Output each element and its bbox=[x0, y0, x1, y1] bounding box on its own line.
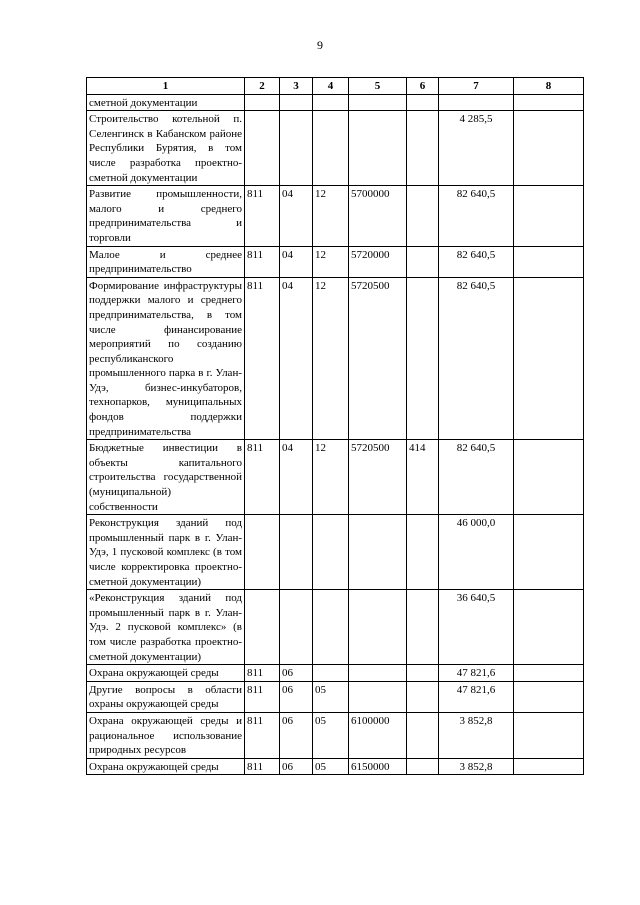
table-row bbox=[87, 277, 584, 440]
expense-type-cell: 414 bbox=[407, 440, 439, 515]
expense-type-cell bbox=[407, 186, 439, 246]
table-row bbox=[87, 246, 584, 277]
column-header: 3 bbox=[280, 78, 313, 95]
target-article-cell bbox=[349, 111, 407, 186]
table-row bbox=[87, 712, 584, 758]
amount-cell: 36 640,5 bbox=[439, 590, 514, 665]
column-8-cell bbox=[514, 681, 584, 712]
section-code-cell: 04 bbox=[280, 186, 313, 246]
section-code-cell bbox=[280, 515, 313, 590]
column-header: 6 bbox=[407, 78, 439, 95]
ministry-code-cell bbox=[245, 111, 280, 186]
column-header: 7 bbox=[439, 78, 514, 95]
section-code-cell bbox=[280, 111, 313, 186]
subsection-code-cell: 05 bbox=[313, 712, 349, 758]
item-name-cell: Реконструкция зданий под промышленный парк в г. Улан-Удэ, 1 пусковой комплекс (в том числе корректировка проектно-сметной документации) bbox=[87, 515, 245, 590]
section-code-cell: 06 bbox=[280, 712, 313, 758]
ministry-code-cell: 811 bbox=[245, 440, 280, 515]
item-name-cell: Охрана окружающей среды bbox=[87, 758, 245, 775]
target-article-cell: 5700000 bbox=[349, 186, 407, 246]
ministry-code-cell: 811 bbox=[245, 758, 280, 775]
amount-cell: 82 640,5 bbox=[439, 440, 514, 515]
expense-type-cell bbox=[407, 246, 439, 277]
subsection-code-cell bbox=[313, 515, 349, 590]
expense-type-cell bbox=[407, 681, 439, 712]
table-row bbox=[87, 94, 584, 111]
section-code-cell: 04 bbox=[280, 440, 313, 515]
item-name-cell: Охрана окружающей среды и рациональное использование природных ресурсов bbox=[87, 712, 245, 758]
item-name-cell: Охрана окружающей среды bbox=[87, 665, 245, 682]
subsection-code-cell bbox=[313, 111, 349, 186]
column-8-cell bbox=[514, 111, 584, 186]
section-code-cell: 06 bbox=[280, 665, 313, 682]
target-article-cell bbox=[349, 590, 407, 665]
item-name-cell: сметной документации bbox=[87, 94, 245, 111]
table-row bbox=[87, 590, 584, 665]
column-header: 4 bbox=[313, 78, 349, 95]
amount-cell: 4 285,5 bbox=[439, 111, 514, 186]
ministry-code-cell: 811 bbox=[245, 186, 280, 246]
subsection-code-cell bbox=[313, 590, 349, 665]
subsection-code-cell: 12 bbox=[313, 440, 349, 515]
item-name-cell: Малое и среднее предпринимательство bbox=[87, 246, 245, 277]
item-name-cell: Развитие промышленности, малого и среднего предпринимательства и торговли bbox=[87, 186, 245, 246]
amount-cell: 82 640,5 bbox=[439, 277, 514, 440]
table-header-row bbox=[87, 78, 584, 95]
ministry-code-cell: 811 bbox=[245, 246, 280, 277]
budget-table bbox=[86, 77, 584, 775]
table-row bbox=[87, 515, 584, 590]
table-row bbox=[87, 665, 584, 682]
column-header: 5 bbox=[349, 78, 407, 95]
subsection-code-cell bbox=[313, 94, 349, 111]
amount-cell: 3 852,8 bbox=[439, 758, 514, 775]
expense-type-cell bbox=[407, 665, 439, 682]
item-name-cell: Формирование инфраструктуры поддержки малого и среднего предпринимательства, в том числе финансирование мероприятий по созданию республиканского промышленного парка в г. Улан-Удэ, бизнес-инкубаторов, технопарков, муниципальных фондов поддержки предпринимательства bbox=[87, 277, 245, 440]
expense-type-cell bbox=[407, 111, 439, 186]
column-8-cell bbox=[514, 186, 584, 246]
subsection-code-cell: 12 bbox=[313, 277, 349, 440]
amount-cell: 3 852,8 bbox=[439, 712, 514, 758]
ministry-code-cell bbox=[245, 94, 280, 111]
expense-type-cell bbox=[407, 94, 439, 111]
item-name-cell: «Реконструкция зданий под промышленный парк в г. Улан-Удэ. 2 пусковой комплекс» (в том числе разработка проектно-сметной документации) bbox=[87, 590, 245, 665]
table-row bbox=[87, 758, 584, 775]
amount-cell bbox=[439, 94, 514, 111]
column-8-cell bbox=[514, 712, 584, 758]
table-body bbox=[87, 94, 584, 775]
column-header: 2 bbox=[245, 78, 280, 95]
expense-type-cell bbox=[407, 758, 439, 775]
column-8-cell bbox=[514, 94, 584, 111]
subsection-code-cell: 05 bbox=[313, 758, 349, 775]
ministry-code-cell: 811 bbox=[245, 277, 280, 440]
subsection-code-cell: 12 bbox=[313, 246, 349, 277]
column-header: 1 bbox=[87, 78, 245, 95]
item-name-cell: Бюджетные инвестиции в объекты капитального строительства государственной (муниципальной) собственности bbox=[87, 440, 245, 515]
column-8-cell bbox=[514, 246, 584, 277]
amount-cell: 47 821,6 bbox=[439, 681, 514, 712]
expense-type-cell bbox=[407, 590, 439, 665]
target-article-cell bbox=[349, 515, 407, 590]
column-header: 8 bbox=[514, 78, 584, 95]
column-8-cell bbox=[514, 277, 584, 440]
section-code-cell: 04 bbox=[280, 246, 313, 277]
target-article-cell: 6150000 bbox=[349, 758, 407, 775]
table-row bbox=[87, 681, 584, 712]
target-article-cell bbox=[349, 94, 407, 111]
section-code-cell bbox=[280, 590, 313, 665]
column-8-cell bbox=[514, 758, 584, 775]
page-number: 9 bbox=[317, 38, 323, 52]
section-code-cell: 06 bbox=[280, 758, 313, 775]
target-article-cell: 5720500 bbox=[349, 440, 407, 515]
ministry-code-cell bbox=[245, 590, 280, 665]
item-name-cell: Строительство котельной п. Селенгинск в Кабанском районе Республики Бурятия, в том числе разработка проектно-сметной документации bbox=[87, 111, 245, 186]
column-8-cell bbox=[514, 515, 584, 590]
column-8-cell bbox=[514, 440, 584, 515]
subsection-code-cell bbox=[313, 665, 349, 682]
ministry-code-cell: 811 bbox=[245, 712, 280, 758]
expense-type-cell bbox=[407, 277, 439, 440]
table-row bbox=[87, 111, 584, 186]
column-8-cell bbox=[514, 590, 584, 665]
subsection-code-cell: 12 bbox=[313, 186, 349, 246]
table-row bbox=[87, 186, 584, 246]
column-8-cell bbox=[514, 665, 584, 682]
target-article-cell: 5720000 bbox=[349, 246, 407, 277]
section-code-cell bbox=[280, 94, 313, 111]
target-article-cell: 6100000 bbox=[349, 712, 407, 758]
target-article-cell bbox=[349, 681, 407, 712]
section-code-cell: 04 bbox=[280, 277, 313, 440]
amount-cell: 46 000,0 bbox=[439, 515, 514, 590]
target-article-cell: 5720500 bbox=[349, 277, 407, 440]
section-code-cell: 06 bbox=[280, 681, 313, 712]
amount-cell: 82 640,5 bbox=[439, 186, 514, 246]
item-name-cell: Другие вопросы в области охраны окружающей среды bbox=[87, 681, 245, 712]
subsection-code-cell: 05 bbox=[313, 681, 349, 712]
ministry-code-cell bbox=[245, 515, 280, 590]
expense-type-cell bbox=[407, 712, 439, 758]
ministry-code-cell: 811 bbox=[245, 681, 280, 712]
target-article-cell bbox=[349, 665, 407, 682]
amount-cell: 47 821,6 bbox=[439, 665, 514, 682]
expense-type-cell bbox=[407, 515, 439, 590]
amount-cell: 82 640,5 bbox=[439, 246, 514, 277]
ministry-code-cell: 811 bbox=[245, 665, 280, 682]
table-row bbox=[87, 440, 584, 515]
